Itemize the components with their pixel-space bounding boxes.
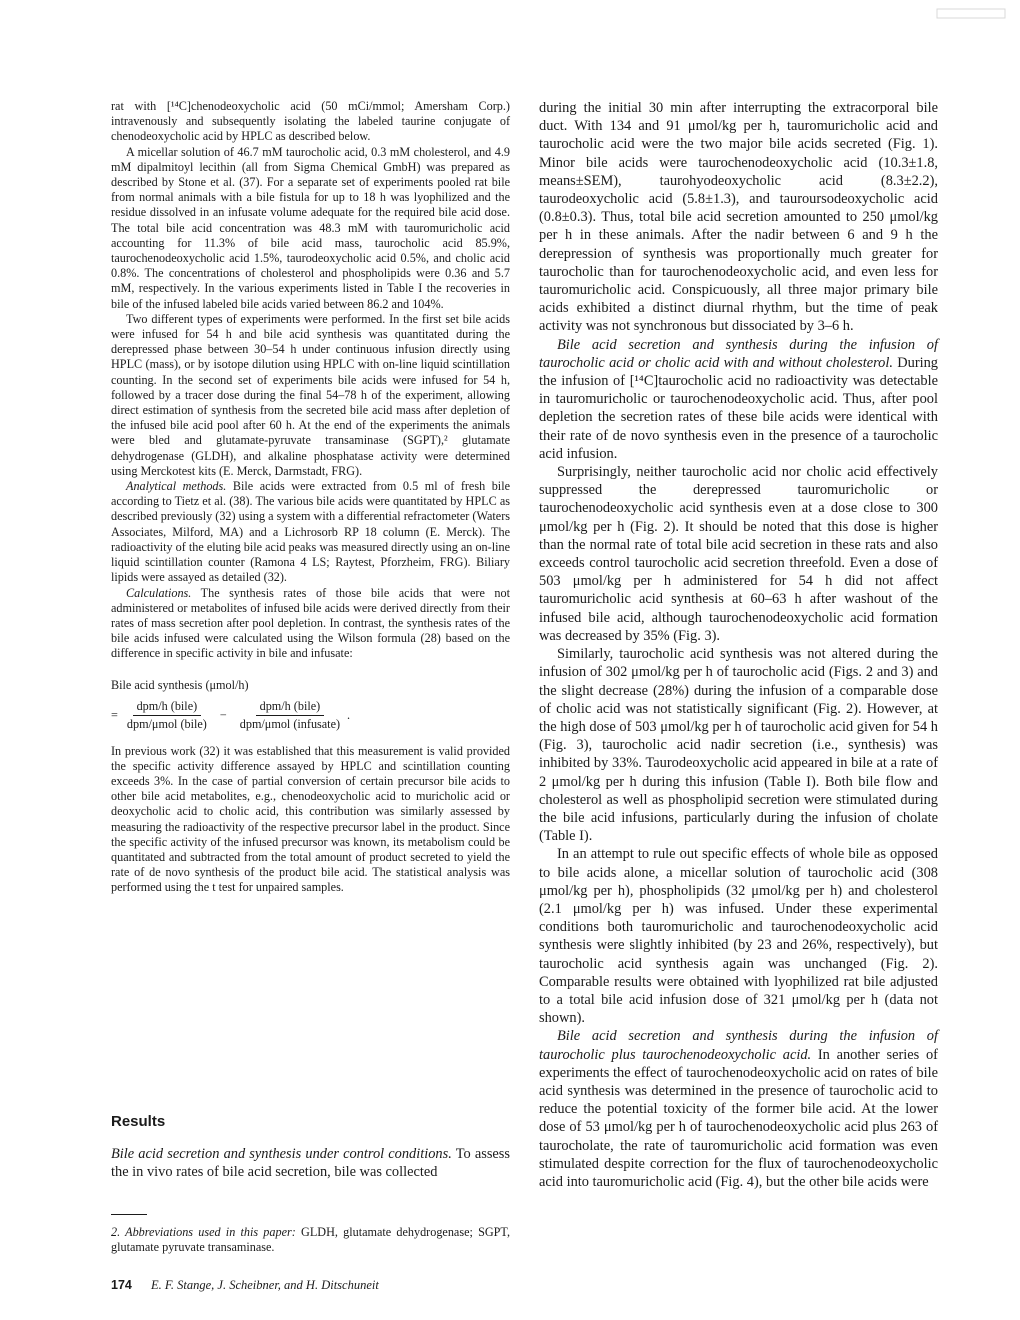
methods-paragraph: A micellar solution of 46.7 mM taurocholic acid, 0.3 mM cholesterol, and 4.9 mM dipalmitoyl lecithin (all from Sigma Chemical GmbH) was prepared as described by Stone et al. (37). For a separate set of experiments pooled rat bile from normal animals with a bile fistula for up to 18 h was lyophilized and the residue dissolved in an infusate volume adequate for the required bile acid dose. The total bile acid concentration was 48.3 mM with tauromuricholic acid accounting for 11.3% of bile acid mass, taurocholic acid 85.9%, taurochenodeoxycholic acid 1.5%, taurodeoxycholic acid 0.5%, and cholic acid 0.8%. The concentrations of cholesterol and phospholipids were 0.36 and 5.7 mM, respectively. In the various experiments listed in Table I the recoveries in bile of the infused labeled bile acids varied between 86.2 and 104%. xyxy=(111,144,510,311)
fraction-numerator: dpm/h (bile) xyxy=(256,699,325,716)
fraction-infusate xyxy=(236,699,344,732)
section-text: During the infusion of [¹⁴C]taurocholic acid no radioactivity was detectable in tauromuricholic or taurochenodeoxycholic acid. Thus, after pool depletion the secretion rates of these bile acids were identical with their rate of de novo synthesis even in the presence of a taurocholic acid infusion. xyxy=(539,354,938,462)
section-subheading: Bile acid secretion and synthesis during the infusion of taurocholic acid or cholic acid with and without cholesterol. xyxy=(539,336,938,371)
left-column xyxy=(111,99,510,896)
results-paragraph: during the initial 30 min after interrupting the extracorporal bile duct. With 134 and 91 μmol/kg per h, tauromuricholic acid and taurocholic acid were the two major bile acids secreted (Fig. 1). Minor bile acids were taurochenodeoxycholic acid (10.3±1.8, means±SEM), taurohyodeoxycholic acid (8.3±2.2), taurodeoxycholic acid (5.8±1.3), and tauroursodeoxycholic acid (0.8±0.3). Thus, total bile acid secretion amounted to 250 μmol/kg per h in these animals. After the nadir between 6 and 9 h the derepression of synthesis was proportionally much greater for taurocholic than for taurochenodeoxycholic acid, and even less for tauromuricholic acid. Conspicuously, all three major primary bile acids exhibited a distinct diurnal rhythm, but the time of peak activity was not synchronous but dissociated by 3–6 h. xyxy=(539,100,938,335)
fraction-numerator: dpm/h (bile) xyxy=(133,699,202,716)
fraction-denominator: dpm/μmol (bile) xyxy=(126,716,207,731)
footer-authors: E. F. Stange, J. Scheibner, and H. Ditschuneit xyxy=(150,1278,379,1292)
formula-label: Bile acid synthesis (μmol/h) xyxy=(111,677,249,692)
results-paragraph xyxy=(539,336,938,463)
results-paragraph xyxy=(111,1145,510,1181)
minus-sign: − xyxy=(219,707,227,722)
formula-period: . xyxy=(347,707,351,722)
fraction-bile xyxy=(123,699,211,732)
results-paragraph: In an attempt to rule out specific effects of whole bile as opposed to bile acids alone, a micellar solution of taurocholic acid (308 μmol/kg per h), phospholipids (32 μmol/kg per h) and cholesterol (2.1 μmol/kg per h) was infused. Under these experimental conditions both tauromuricholic and taurochenodeoxycholic acid synthesis were slightly inhibited (by 23 and 26%, respectively), but taurocholic acid synthesis again was unchanged (Fig. 2). Comparable results were obtained with lyophilized rat bile adjusted to a total bile acid infusion dose of 321 μmol/kg per h (data not shown). xyxy=(539,846,938,1027)
footnote-label: 2. Abbreviations used in this paper: xyxy=(111,1225,296,1239)
calculations-paragraph xyxy=(111,586,510,662)
footnote-text: GLDH, glutamate dehydrogenase; SGPT, glutamate pyruvate transaminase. xyxy=(111,1225,511,1255)
results-heading: Results xyxy=(111,1113,166,1130)
right-column xyxy=(539,99,938,1191)
footnote xyxy=(111,1225,510,1255)
footnote-rule xyxy=(111,1214,147,1215)
methods-paragraph: Two different types of experiments were performed. In the first set bile acids were infused for 54 h and bile acid synthesis was quantitated during the derepressed phase between 30–54 h under continuous infusion directly using HPLC (mass), or by isotope dilution using HPLC with on-line liquid scintillation counting. In the second set of experiments bile acids were infused for 54 h, followed by a tracer dose during the final 54–78 h of the experiment, allowing direct estimation of synthesis from the secreted bile acid mass after depletion of the infused bile acid pool after 60 h. At the end of the experiments the animals were bled and glutamate-pyruvate transaminase (SGPT),² glutamate dehydrogenase (GLDH), and alkaline phosphatase activity were determined using Merckotest kits (E. Merck, Darmstadt, FRG). xyxy=(111,311,510,478)
analytical-methods-paragraph xyxy=(111,479,510,585)
page-footer xyxy=(111,1278,379,1293)
results-paragraph: Surprisingly, neither taurocholic acid nor cholic acid effectively suppressed the derepressed tauromuricholic or taurochenodeoxycholic acid synthesis even at a dose close to 300 μmol/kg per h (Fig. 2). It should be noted that this dose is higher than the normal rate of total bile acid secretion in these rats and also exceeds control taurocholic acid secretion threefold. Even a dose of 503 μmol/kg per h administered for 54 h did not affect tauromuricholic acid synthesis at 60–63 h after washout of the infused bile acid, although taurochenodeoxycholic acid formation was decreased by 35% (Fig. 3). xyxy=(539,464,938,644)
methods-paragraph: rat with [¹⁴C]chenodeoxycholic acid (50 mCi/mmol; Amersham Corp.) intravenously and subsequently isolating the labeled taurine conjugate of chenodeoxycholic acid by HPLC as described below. xyxy=(111,99,510,144)
analytical-methods-heading: Analytical methods. xyxy=(126,479,227,494)
section-subheading: Bile acid secretion and synthesis during the infusion of taurocholic plus taurochenodeoxycholic acid. xyxy=(539,1028,938,1063)
page-number: 174 xyxy=(111,1278,132,1292)
fraction-denominator: dpm/μmol (infusate) xyxy=(239,716,341,731)
results-paragraph xyxy=(539,1027,938,1191)
equals-sign: = xyxy=(111,707,118,722)
results-subheading: Bile acid secretion and synthesis under control conditions. xyxy=(111,1146,452,1162)
section-text: In another series of experiments the effect of taurochenodeoxycholic acid on rates of bile acid synthesis was determined in the presence of taurocholic acid to reduce the potential toxicity of the former bile acid. At the lower dose of 53 μmol/kg per h of taurochenodeoxycholic acid plus 263 of taurocholate, the rate of tauromuricholic acid formation was even stimulated despite correction for the flux of taurochenodeoxycholic acid into tauromuricholic acid (Fig. 4), but the other bile acids were xyxy=(539,1046,938,1190)
wilson-formula xyxy=(111,699,510,732)
results-text: To assess the in vivo rates of bile acid secretion, bile was collected xyxy=(111,1146,511,1181)
results-paragraph: Similarly, taurocholic acid synthesis was not altered during the infusion of 302 μmol/kg per h of taurocholic acid (Figs. 2 and 3) and the slight decrease (28%) during the infusion of a comparable dose of cholic acid was not statistically significant (Fig. 2). However, at the high dose of 503 μmol/kg per h of taurocholic acid given for 54 h (Fig. 3), taurocholic acid nadir secretion (i.e., synthesis) was inhibited by 33%. Taurodeoxycholic acid appeared in bile at a rate of 2 μmol/kg per h during this infusion (Table I). Both bile flow and cholesterol as well as phospholipid secretion were stimulated during the bile acid infusions, particularly during the infusion of cholate (Table I). xyxy=(539,646,938,845)
analytical-methods-text: Bile acids were extracted from 0.5 ml of fresh bile according to Tietz et al. (38). The various bile acids were quantitated by HPLC as described previously (32) using a system with a differential refractometer (Waters Associates, Milford, MA) and a Lichrosorb RP 18 column (E. Merck). The radioactivity of the eluting bile acid peaks was measured directly using an on-line liquid scintillation counter (Ramona 4 LS; Raytest, Pforzheim, FRG). Biliary lipids were assayed as detailed (32). xyxy=(111,479,510,585)
calculations-heading: Calculations. xyxy=(126,585,192,600)
calculations-text: The synthesis rates of those bile acids that were not administered or metabolites of infused bile acids were derived directly from their rates of mass secretion after pool depletion. In contrast, the synthesis rates of the bile acids infused were calculated using the Wilson formula (28) based on the difference in specific activity in bile and infusate: xyxy=(111,585,510,661)
stamp-mark xyxy=(936,6,1006,22)
methods-paragraph: In previous work (32) it was established that this measurement is valid provided the specific activity difference assayed by HPLC and scintillation counting exceeds 3%. In the case of partial conversion of certain precursor bile acids to other bile acid metabolites, e.g., chenodeoxycholic acid to muricholic acid or deoxycholic acid to cholic acid, this contribution was similarly assessed by measuring the radioactivity of the respective precursor label in the product. Since the specific activity of the infused precursor was known, its metabolism could be quantitated and subtracted from the total amount of product secreted to yield the rate of de novo synthesis of the product bile acid. The statistical analysis was performed using the t test for unpaired samples. xyxy=(111,743,510,895)
